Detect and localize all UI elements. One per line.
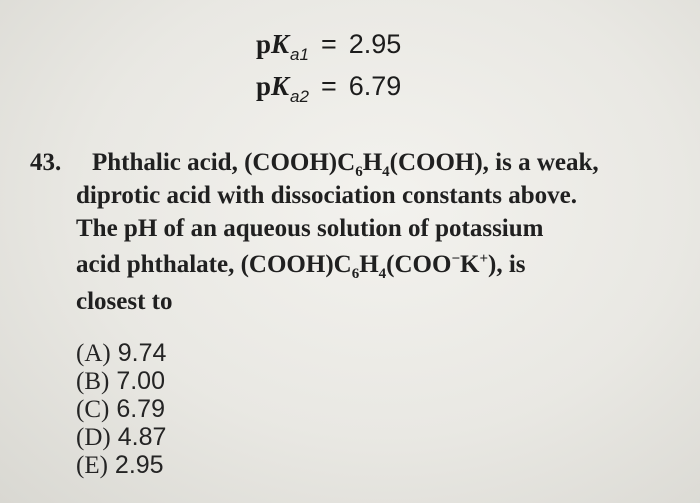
q4-text-a: acid phthalate, (COOH)C xyxy=(76,251,352,278)
pka2-subscript: a2 xyxy=(290,87,309,106)
pka2-p: p xyxy=(256,71,272,101)
q1-sub-4: 4 xyxy=(382,164,390,180)
choice-d xyxy=(76,422,166,453)
choice-a xyxy=(76,338,166,369)
choice-c xyxy=(76,394,165,425)
choice-c-value: 6.79 xyxy=(116,395,165,423)
q1-text-a: Phthalic acid, (COOH)C xyxy=(92,149,356,176)
choice-e xyxy=(76,450,164,481)
pka1-value: 2.95 xyxy=(348,29,402,59)
choice-b-letter: (B) xyxy=(76,368,110,395)
pka1-k: K xyxy=(271,29,290,59)
choice-a-letter: (A) xyxy=(76,340,111,367)
q4-text-e: ), is xyxy=(488,251,526,278)
question-number: 43. xyxy=(30,149,62,176)
q1-sub-6: 6 xyxy=(355,164,363,180)
question-line-1 xyxy=(92,148,599,178)
question-line-3: The pH of an aqueous solution of potassium xyxy=(76,215,544,242)
choice-d-letter: (D) xyxy=(76,424,111,451)
pka1-p: p xyxy=(256,29,272,59)
q4-text-b: H xyxy=(359,251,379,278)
q4-sup-minus: − xyxy=(451,251,460,267)
q4-text-d: K xyxy=(460,251,480,278)
pka1-subscript: a1 xyxy=(290,45,309,64)
q4-sub-4: 4 xyxy=(378,266,387,282)
choice-e-letter: (E) xyxy=(76,452,108,479)
pka2-value: 6.79 xyxy=(348,71,402,101)
choice-b xyxy=(76,366,165,397)
choice-e-value: 2.95 xyxy=(114,451,164,479)
choice-d-value: 4.87 xyxy=(117,423,167,451)
pka1-equation xyxy=(256,28,401,64)
question-line-5: closest to xyxy=(76,288,173,315)
q1-text-c: (COOH), is a weak, xyxy=(389,149,599,176)
choice-b-value: 7.00 xyxy=(116,367,165,395)
question-line-2: diprotic acid with dissociation constants above. xyxy=(76,182,577,209)
q4-text-c: (COO xyxy=(386,251,452,278)
pka2-equation xyxy=(256,70,401,106)
q4-sup-plus: + xyxy=(479,251,489,267)
question-line-4 xyxy=(76,250,526,280)
pka2-equals: = xyxy=(320,71,337,101)
q4-sub-6: 6 xyxy=(351,266,360,282)
pka2-k: K xyxy=(271,71,290,101)
choice-a-value: 9.74 xyxy=(117,339,167,367)
q1-text-b: H xyxy=(362,149,383,176)
choice-c-letter: (C) xyxy=(76,396,110,423)
pka1-equals: = xyxy=(320,29,337,59)
